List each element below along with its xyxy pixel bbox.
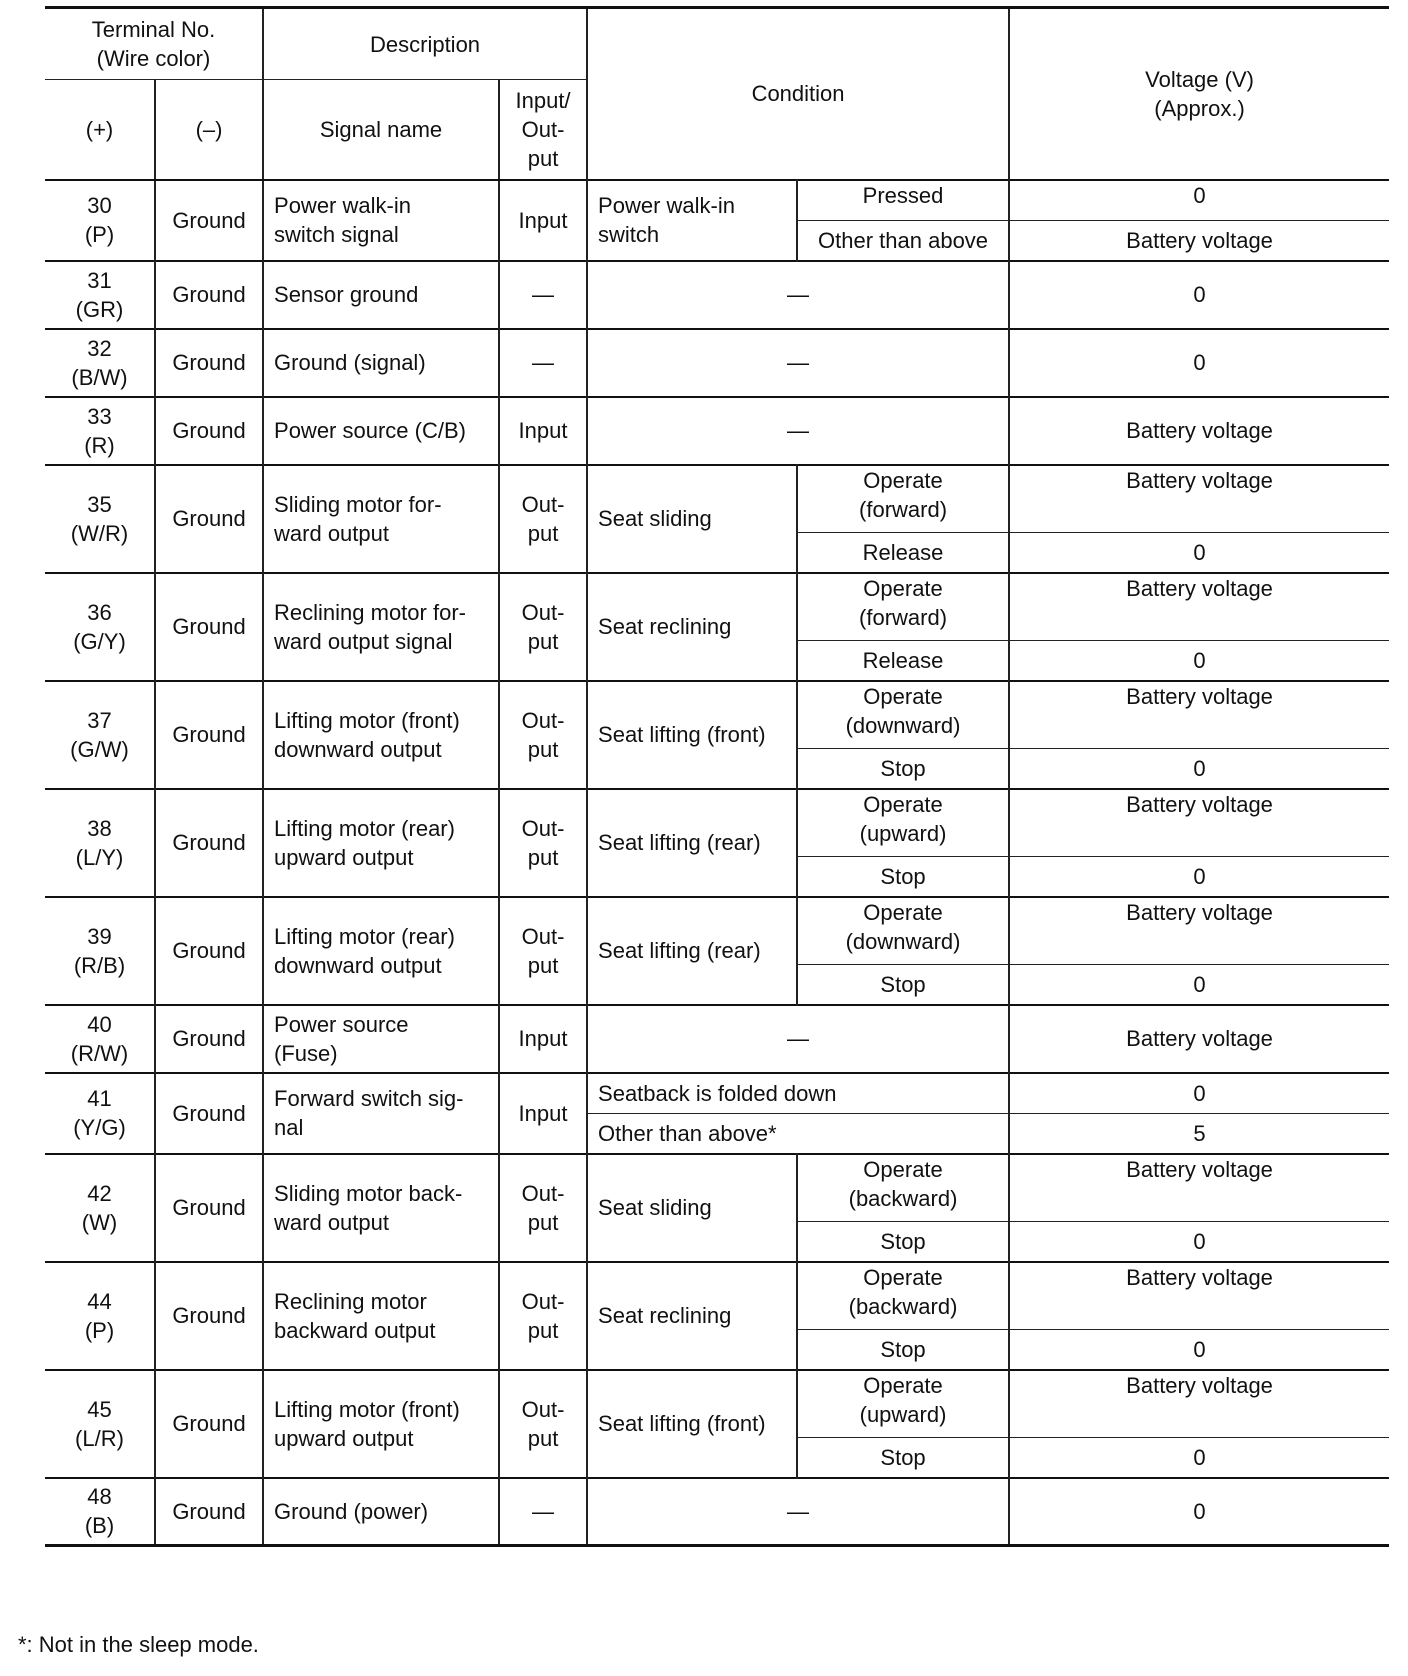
terminal-table-body	[45, 180, 1389, 1546]
condition-main-cell	[587, 1154, 797, 1262]
ground-cell: Ground	[155, 573, 263, 681]
io-text: put	[527, 520, 559, 546]
io-text: put	[527, 1317, 559, 1343]
table-row	[45, 1073, 1389, 1114]
signal-name-text: ward output signal	[274, 628, 453, 654]
signal-name-text: Lifting motor (rear)	[274, 815, 455, 841]
condition-state-cell: Stop	[797, 1330, 1009, 1370]
terminal-number-text: (R)	[84, 432, 115, 458]
signal-name-text: backward output	[274, 1317, 436, 1343]
terminal-number-cell	[45, 897, 155, 1005]
terminal-number-text: (W/R)	[70, 520, 129, 546]
voltage-cell: 0	[1009, 180, 1389, 221]
terminal-number-cell	[45, 397, 155, 465]
condition-state-cell	[797, 465, 1009, 533]
condition-cell: —	[587, 1478, 1009, 1546]
io-text: Out-	[521, 815, 565, 841]
terminal-number-text: 41	[87, 1086, 112, 1111]
terminal-number-text: 48	[87, 1484, 112, 1510]
terminal-number-text: (Y/G)	[73, 1115, 126, 1140]
signal-name-text: Sliding motor back-	[274, 1180, 463, 1206]
voltage-cell: Battery voltage	[1009, 1154, 1389, 1222]
signal-name-cell	[263, 397, 499, 465]
signal-name-text: downward output	[274, 736, 442, 762]
signal-name-text: ward output	[274, 1209, 389, 1235]
ground-cell: Ground	[155, 1478, 263, 1546]
signal-name-cell	[263, 1154, 499, 1262]
header-io-line-1: Input/	[515, 87, 571, 113]
condition-state-cell: Release	[797, 533, 1009, 573]
condition-cell: Seatback is folded down	[587, 1073, 1009, 1114]
ground-cell: Ground	[155, 1154, 263, 1262]
voltage-cell: Battery voltage	[1009, 221, 1389, 261]
condition-cell: —	[587, 329, 1009, 397]
io-text: —	[532, 350, 555, 375]
condition-state-text: Operate	[863, 467, 943, 493]
io-cell	[499, 1262, 587, 1370]
condition-state-cell: Stop	[797, 1438, 1009, 1478]
table-row	[45, 180, 1389, 221]
signal-name-text: switch signal	[274, 222, 399, 247]
table-row	[45, 897, 1389, 965]
signal-name-text: Lifting motor (front)	[274, 707, 460, 733]
condition-state-text: (forward)	[859, 604, 948, 630]
terminal-number-text: 36	[87, 599, 112, 625]
signal-name-cell	[263, 1478, 499, 1546]
header-condition: Condition	[587, 8, 1009, 180]
terminal-number-cell	[45, 329, 155, 397]
io-text: —	[532, 282, 555, 307]
condition-cell: —	[587, 397, 1009, 465]
condition-main-text: Seat sliding	[598, 506, 712, 531]
condition-main-text: Seat sliding	[598, 1195, 712, 1220]
header-wire-color-label: (Wire color)	[96, 46, 211, 71]
header-terminal-no-label: Terminal No.	[91, 17, 216, 42]
condition-state-text: Operate	[863, 1264, 943, 1290]
voltage-cell: Battery voltage	[1009, 897, 1389, 965]
condition-state-text: Operate	[863, 899, 943, 925]
signal-name-text: downward output	[274, 952, 442, 978]
condition-state-cell	[797, 1370, 1009, 1438]
io-text: Out-	[521, 1180, 565, 1206]
signal-name-cell	[263, 1262, 499, 1370]
io-text: put	[527, 1425, 559, 1451]
condition-main-text: switch	[598, 222, 660, 247]
ground-cell: Ground	[155, 465, 263, 573]
signal-name-text: upward output	[274, 844, 414, 870]
table-row	[45, 397, 1389, 465]
ground-cell: Ground	[155, 1073, 263, 1154]
condition-main-text: Seat lifting (front)	[598, 722, 766, 747]
condition-main-cell	[587, 789, 797, 897]
terminal-number-text: 39	[87, 923, 112, 949]
condition-state-cell	[797, 1262, 1009, 1330]
ground-cell: Ground	[155, 329, 263, 397]
signal-name-text: Sliding motor for-	[274, 491, 442, 517]
table-row	[45, 329, 1389, 397]
condition-cell: Other than above*	[587, 1114, 1009, 1154]
io-cell	[499, 681, 587, 789]
voltage-cell: Battery voltage	[1009, 465, 1389, 533]
signal-name-cell	[263, 180, 499, 261]
condition-state-text: Operate	[863, 575, 943, 601]
io-text: Out-	[521, 1288, 565, 1314]
condition-state-cell: Other than above	[797, 221, 1009, 261]
voltage-cell: Battery voltage	[1009, 397, 1389, 465]
condition-state-text: (forward)	[859, 496, 948, 522]
condition-state-cell	[797, 1154, 1009, 1222]
condition-main-text: Seat reclining	[598, 1303, 732, 1328]
condition-main-cell	[587, 681, 797, 789]
terminal-number-text: 32	[87, 335, 112, 361]
header-signal-name: Signal name	[263, 80, 499, 180]
condition-main-text: Seat reclining	[598, 614, 732, 639]
terminal-number-text: (B)	[84, 1513, 115, 1539]
header-description: Description	[263, 8, 587, 80]
condition-state-cell: Release	[797, 641, 1009, 681]
header-io-line-3: put	[527, 145, 559, 171]
ground-cell: Ground	[155, 397, 263, 465]
voltage-cell: 0	[1009, 261, 1389, 329]
signal-name-cell	[263, 261, 499, 329]
signal-name-cell	[263, 1005, 499, 1073]
header-voltage	[1009, 8, 1389, 180]
terminal-number-text: (GR)	[75, 296, 124, 322]
condition-state-text: Operate	[863, 791, 943, 817]
signal-name-text: Power source (C/B)	[274, 418, 466, 443]
signal-name-text: Sensor ground	[274, 282, 419, 307]
signal-name-cell	[263, 1073, 499, 1154]
terminal-number-cell	[45, 1073, 155, 1154]
header-approx-label: (Approx.)	[1154, 95, 1245, 121]
header-plus: (+)	[45, 80, 155, 180]
io-text: Out-	[521, 491, 565, 517]
io-cell	[499, 261, 587, 329]
terminal-table-container	[45, 6, 1389, 1547]
terminal-number-cell	[45, 180, 155, 261]
terminal-number-text: (R/W)	[70, 1040, 129, 1066]
terminal-number-text: 31	[87, 267, 112, 293]
voltage-cell: 0	[1009, 1330, 1389, 1370]
signal-name-cell	[263, 329, 499, 397]
condition-state-cell: Stop	[797, 749, 1009, 789]
signal-name-text: Ground (signal)	[274, 350, 426, 375]
terminal-number-text: 44	[87, 1288, 112, 1314]
signal-name-text: ward output	[274, 520, 389, 546]
condition-main-text: Seat lifting (rear)	[598, 830, 761, 855]
io-cell	[499, 1370, 587, 1478]
condition-main-text: Power walk-in	[598, 193, 735, 218]
condition-state-cell	[797, 573, 1009, 641]
table-row	[45, 1005, 1389, 1073]
table-row	[45, 261, 1389, 329]
signal-name-text: Reclining motor for-	[274, 599, 466, 625]
condition-state-cell	[797, 180, 1009, 221]
header-io-line-2: Out-	[521, 116, 565, 142]
voltage-cell: 5	[1009, 1114, 1389, 1154]
signal-name-cell	[263, 465, 499, 573]
condition-main-text: Seat lifting (front)	[598, 1411, 766, 1436]
voltage-cell: 0	[1009, 641, 1389, 681]
io-cell	[499, 1073, 587, 1154]
table-row	[45, 1154, 1389, 1222]
condition-state-cell	[797, 789, 1009, 857]
signal-name-text: Reclining motor	[274, 1288, 427, 1314]
ground-cell: Ground	[155, 180, 263, 261]
terminal-number-cell	[45, 261, 155, 329]
terminal-table	[45, 6, 1389, 1547]
table-row	[45, 789, 1389, 857]
terminal-number-text: 45	[87, 1396, 112, 1422]
terminal-number-text: 40	[87, 1011, 112, 1037]
io-text: Input	[518, 207, 568, 233]
voltage-cell: 0	[1009, 1073, 1389, 1114]
condition-main-cell	[587, 897, 797, 1005]
io-text: Out-	[521, 707, 565, 733]
signal-name-cell	[263, 681, 499, 789]
terminal-number-text: 42	[87, 1180, 112, 1206]
io-cell	[499, 180, 587, 261]
io-text: Out-	[521, 599, 565, 625]
condition-main-cell	[587, 465, 797, 573]
io-text: Input	[518, 418, 568, 443]
condition-state-text: (backward)	[848, 1185, 958, 1211]
voltage-cell: 0	[1009, 965, 1389, 1005]
footnote: *: Not in the sleep mode.	[18, 1632, 259, 1657]
terminal-number-cell	[45, 1262, 155, 1370]
voltage-cell: 0	[1009, 1222, 1389, 1262]
terminal-number-cell	[45, 681, 155, 789]
condition-state-text: Operate	[863, 683, 943, 709]
voltage-cell: 0	[1009, 749, 1389, 789]
io-text: Out-	[521, 923, 565, 949]
io-text: put	[527, 844, 559, 870]
voltage-cell: 0	[1009, 1478, 1389, 1546]
terminal-number-text: 35	[87, 491, 112, 517]
terminal-number-text: 33	[87, 403, 112, 429]
condition-state-text: (downward)	[845, 712, 961, 738]
condition-cell: —	[587, 1005, 1009, 1073]
io-text: put	[527, 1209, 559, 1235]
terminal-number-cell	[45, 573, 155, 681]
signal-name-text: Ground (power)	[274, 1498, 429, 1524]
terminal-number-cell	[45, 1478, 155, 1546]
voltage-cell: Battery voltage	[1009, 1370, 1389, 1438]
terminal-number-text: (L/R)	[75, 1425, 124, 1451]
io-cell	[499, 789, 587, 897]
io-text: put	[527, 736, 559, 762]
table-row	[45, 681, 1389, 749]
ground-cell: Ground	[155, 789, 263, 897]
header-terminal-no	[45, 8, 263, 80]
io-text: —	[532, 1498, 555, 1524]
condition-state-cell: Stop	[797, 857, 1009, 897]
signal-name-text: Lifting motor (rear)	[274, 923, 455, 949]
io-cell	[499, 573, 587, 681]
terminal-number-text: (L/Y)	[75, 844, 124, 870]
ground-cell: Ground	[155, 1262, 263, 1370]
io-cell	[499, 329, 587, 397]
voltage-cell: Battery voltage	[1009, 789, 1389, 857]
terminal-number-cell	[45, 789, 155, 897]
condition-main-cell	[587, 1370, 797, 1478]
table-row	[45, 1370, 1389, 1438]
signal-name-text: Power walk-in	[274, 193, 411, 218]
io-cell	[499, 1005, 587, 1073]
condition-main-cell	[587, 180, 797, 261]
io-cell	[499, 397, 587, 465]
condition-main-text: Seat lifting (rear)	[598, 938, 761, 963]
voltage-cell: 0	[1009, 533, 1389, 573]
header-minus: (–)	[155, 80, 263, 180]
header-input-output	[499, 80, 587, 180]
io-cell	[499, 1154, 587, 1262]
voltage-cell: Battery voltage	[1009, 573, 1389, 641]
table-row	[45, 573, 1389, 641]
terminal-number-text: (G/W)	[70, 736, 129, 762]
terminal-number-text: (G/Y)	[73, 628, 126, 654]
terminal-number-text: (P)	[84, 1317, 115, 1343]
condition-state-text: Operate	[863, 1156, 943, 1182]
io-cell	[499, 465, 587, 573]
condition-state-text: (upward)	[859, 1401, 947, 1427]
condition-state-cell: Stop	[797, 965, 1009, 1005]
ground-cell: Ground	[155, 1370, 263, 1478]
terminal-number-text: 37	[87, 707, 112, 733]
condition-state-text: (upward)	[859, 820, 947, 846]
terminal-number-text: (R/B)	[73, 952, 126, 978]
header-voltage-label: Voltage (V)	[1145, 66, 1254, 92]
terminal-number-cell	[45, 1005, 155, 1073]
terminal-number-text: (P)	[84, 222, 115, 247]
terminal-number-cell	[45, 1370, 155, 1478]
terminal-number-text: (W)	[81, 1209, 118, 1235]
condition-state-text: Pressed	[862, 182, 944, 208]
signal-name-text: Forward switch sig-	[274, 1086, 464, 1111]
signal-name-text: Lifting motor (front)	[274, 1396, 460, 1422]
signal-name-cell	[263, 573, 499, 681]
condition-state-cell	[797, 897, 1009, 965]
io-cell	[499, 1478, 587, 1546]
signal-name-text: (Fuse)	[274, 1040, 338, 1066]
table-row	[45, 465, 1389, 533]
table-row	[45, 1262, 1389, 1330]
condition-cell: —	[587, 261, 1009, 329]
io-text: put	[527, 952, 559, 978]
io-text: Out-	[521, 1396, 565, 1422]
condition-state-text: (downward)	[845, 928, 961, 954]
signal-name-text: Power source	[274, 1011, 409, 1037]
voltage-cell: 0	[1009, 1438, 1389, 1478]
condition-state-text: Operate	[863, 1372, 943, 1398]
condition-state-cell	[797, 681, 1009, 749]
ground-cell: Ground	[155, 1005, 263, 1073]
signal-name-text: upward output	[274, 1425, 414, 1451]
voltage-cell: Battery voltage	[1009, 1262, 1389, 1330]
condition-state-cell: Stop	[797, 1222, 1009, 1262]
signal-name-cell	[263, 789, 499, 897]
io-cell	[499, 897, 587, 1005]
voltage-cell: 0	[1009, 857, 1389, 897]
signal-name-cell	[263, 1370, 499, 1478]
signal-name-text: nal	[274, 1115, 304, 1140]
voltage-cell: Battery voltage	[1009, 681, 1389, 749]
terminal-number-cell	[45, 465, 155, 573]
ground-cell: Ground	[155, 681, 263, 789]
ground-cell: Ground	[155, 261, 263, 329]
signal-name-cell	[263, 897, 499, 1005]
io-text: put	[527, 628, 559, 654]
io-text: Input	[518, 1026, 568, 1051]
ground-cell: Ground	[155, 897, 263, 1005]
table-row	[45, 1478, 1389, 1546]
terminal-number-text: (B/W)	[71, 364, 128, 390]
terminal-number-text: 30	[87, 193, 112, 218]
voltage-cell: 0	[1009, 329, 1389, 397]
io-text: Input	[518, 1100, 568, 1126]
condition-main-cell	[587, 573, 797, 681]
terminal-number-cell	[45, 1154, 155, 1262]
condition-state-text: (backward)	[848, 1293, 958, 1319]
voltage-cell: Battery voltage	[1009, 1005, 1389, 1073]
condition-main-cell	[587, 1262, 797, 1370]
terminal-number-text: 38	[87, 815, 112, 841]
